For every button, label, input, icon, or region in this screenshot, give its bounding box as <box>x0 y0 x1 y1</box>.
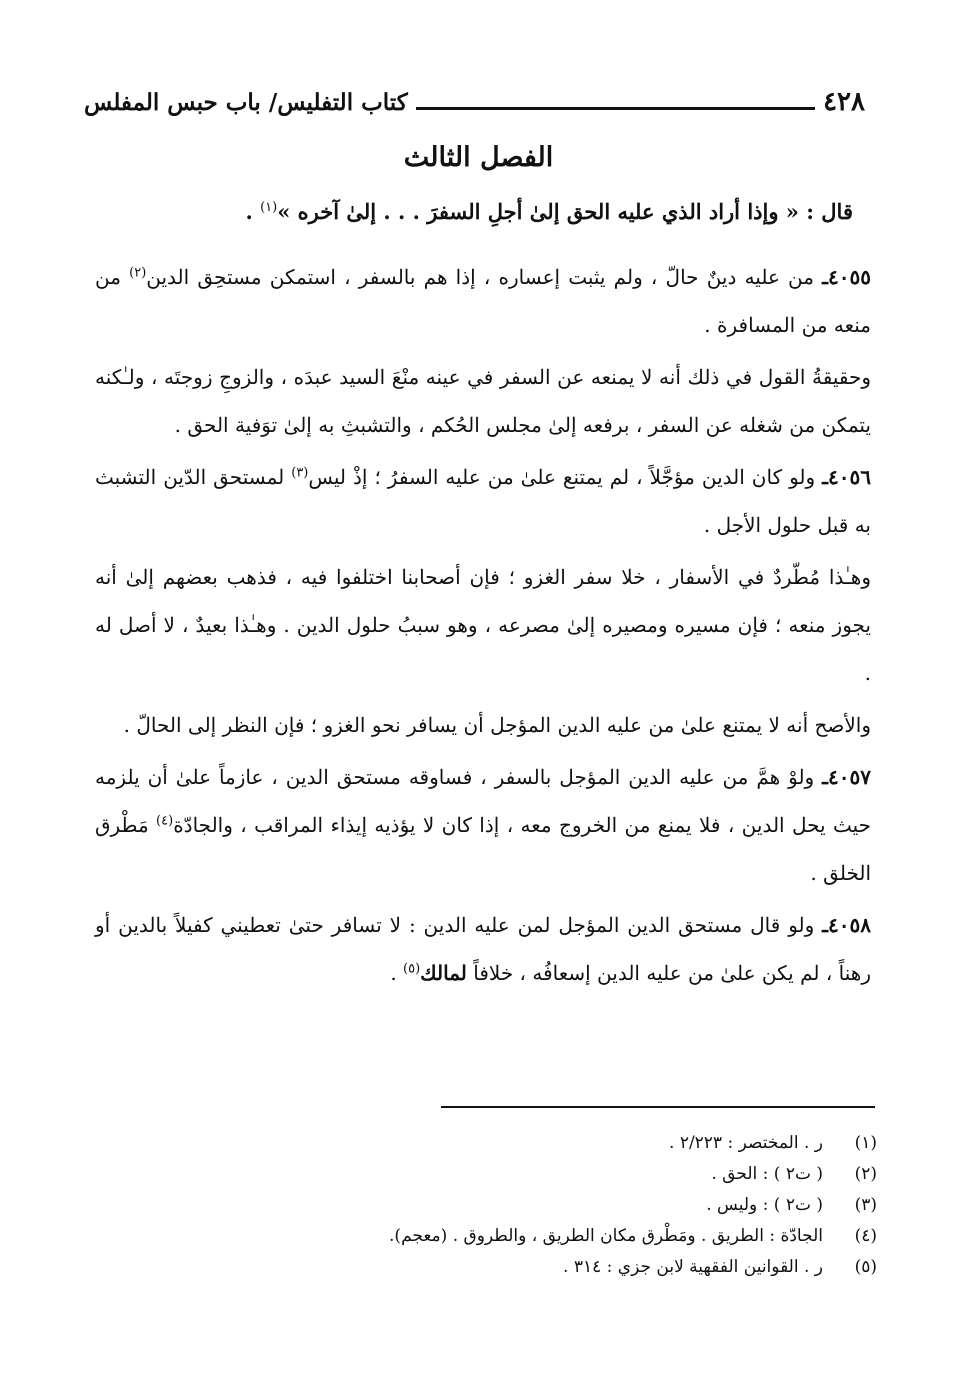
paragraph-text: . <box>390 961 404 985</box>
footnote <box>97 1159 877 1190</box>
paragraph-number: ٤٠٥٧ـ <box>822 765 871 789</box>
footnote-text: ( ت٢ ) : الحق . <box>711 1164 823 1184</box>
footnote-marker: (٢) <box>854 1164 877 1184</box>
footnotes <box>97 1128 877 1283</box>
header-rule <box>416 107 815 110</box>
footnote-ref: (٢) <box>129 265 147 281</box>
quoted-statement <box>93 190 853 234</box>
paragraph-4057 <box>95 753 871 897</box>
footnote-text: ر . القوانين الفقهية لابن جزي : ٣١٤ . <box>563 1257 823 1277</box>
running-title: كتاب التفليس/ باب حبس المفلس <box>84 88 408 116</box>
footnote-marker: (٣) <box>854 1195 877 1215</box>
footnote-ref: (٤) <box>156 813 174 829</box>
footnote <box>97 1190 877 1221</box>
paragraph-text: ولو كان الدين مؤجَّلاً ، لم يمتنع علىٰ من عليه السفرُ ؛ إذْ ليس <box>308 465 823 489</box>
footnote <box>97 1128 877 1159</box>
paragraph-text: لمستحق الدّين التشبث به قبل حلول الأجل . <box>95 465 871 537</box>
page-number: ٤٢٨ <box>823 87 865 117</box>
footnote-marker: (٥) <box>854 1257 877 1277</box>
paragraph-4056 <box>95 453 871 549</box>
quote-text: قال : « وإذا أراد الذي عليه الحق إلىٰ أجلِ السفرَ . . . إلىٰ آخره » <box>277 199 853 224</box>
paragraph-explanation: وحقيقةُ القول في ذلك أنه لا يمنعه عن السفر في عينه منْعَ السيد عبدَه ، والزوجِ زوجتَه ، ولـٰكنه يتمكن من شغله عن السفر ، برفعه إلىٰ مجلس الحُكم ، والتشبثِ به إلىٰ توَفية الحق . <box>95 365 871 437</box>
footnote-text: ر . المختصر : ٢/٢٢٣ . <box>669 1133 823 1153</box>
footnote <box>97 1221 877 1252</box>
paragraph-text: ولو قال مستحق الدين المؤجل لمن عليه الدين : لا تسافر حتىٰ تعطيني كفيلاً بالدين أو رهناً ، لم يكن علىٰ من عليه الدين إسعافُه ، خلافاً <box>95 913 871 985</box>
paragraph-number: ٤٠٥٥ـ <box>822 265 871 289</box>
paragraph-text: من عليه دينٌ حالّ ، ولم يثبت إعساره ، إذا هم بالسفر ، استمكن مستحِق الدين <box>146 265 823 289</box>
footnote-separator <box>441 1106 875 1108</box>
footnote <box>97 1252 877 1283</box>
paragraph-number: ٤٠٥٦ـ <box>822 465 871 489</box>
paragraph-4055 <box>95 253 871 349</box>
body-text <box>95 253 871 997</box>
footnote-text: الجادّة : الطريق . ومَطْرق مكان الطريق ، والطروق . (معجم). <box>389 1226 823 1246</box>
quote-end: . <box>245 199 261 224</box>
footnote-ref: (٣) <box>291 465 309 481</box>
paragraph-text: مَطْرق الخلق . <box>95 813 871 885</box>
footnote-text: ( ت٢ ) : وليس . <box>706 1195 823 1215</box>
paragraph-4058 <box>95 901 871 997</box>
running-header <box>84 82 865 122</box>
footnote-marker: (٤) <box>854 1226 877 1246</box>
footnote-ref: (١) <box>260 200 278 215</box>
footnote-ref: (٥) <box>403 961 421 977</box>
paragraph-correct-view: والأصح أنه لا يمتنع علىٰ من عليه الدين المؤجل أن يسافر نحو الغزو ؛ فإن النظر إلى الحالّ . <box>123 713 871 737</box>
section-heading: الفصل الثالث <box>403 142 554 173</box>
paragraph-emphasis: لمالك <box>420 961 467 985</box>
paragraph-number: ٤٠٥٨ـ <box>822 913 871 937</box>
footnote-marker: (١) <box>854 1133 877 1153</box>
paragraph-text: ولوْ همَّ من عليه الدين المؤجل بالسفر ، فساوقه مستحق الدين ، عازماً علىٰ أن يلزمه حيث يحل الدين ، فلا يمنع من الخروج معه ، إذا كان لا يؤذيه إيذاء المراقب ، والجادّة <box>95 765 871 837</box>
paragraph-text: من منعه من المسافرة . <box>95 265 871 337</box>
paragraph-war-travel: وهـٰذا مُطّردٌ في الأسفار ، خلا سفر الغزو ؛ فإن أصحابنا اختلفوا فيه ، فذهب بعضهم إلىٰ أنه يجوز منعه ؛ فإن مسيره ومصيره إلىٰ مصرعه ، وهو سببُ حلول الدين . وهـٰذا بعيدٌ ، لا أصل له . <box>95 565 871 685</box>
